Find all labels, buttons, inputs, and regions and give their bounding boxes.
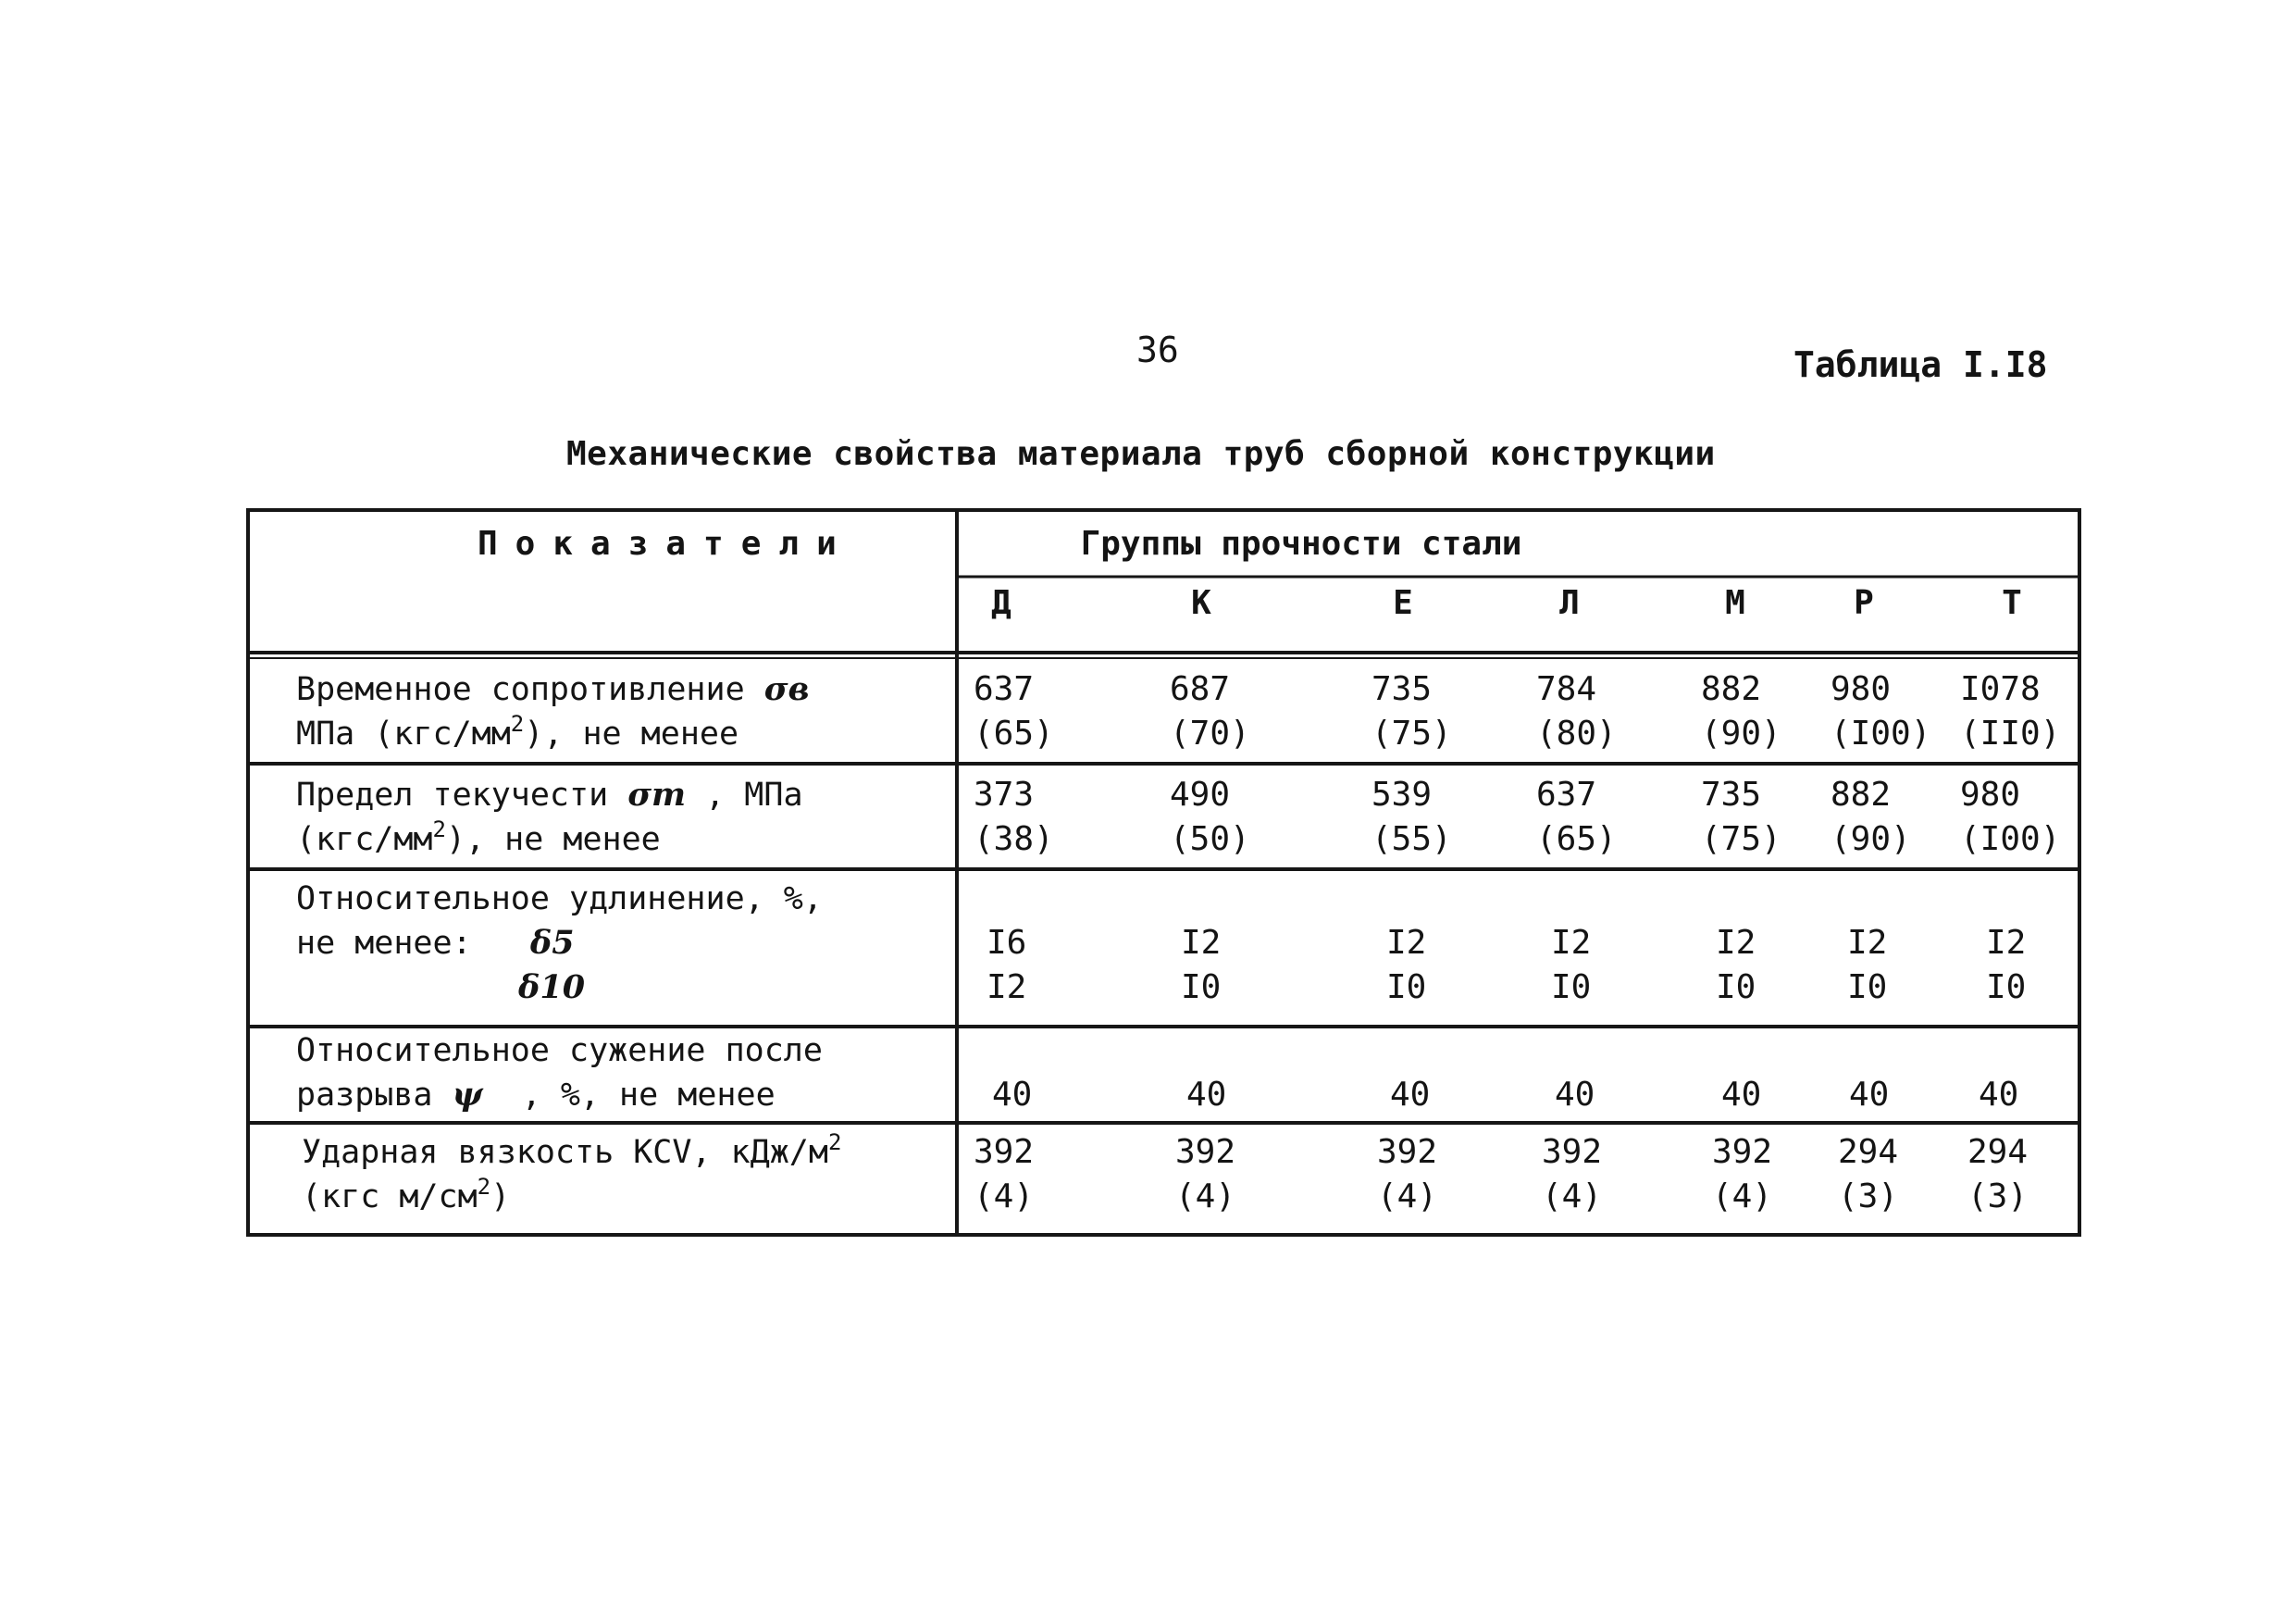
table-cell: I2 I0 — [1716, 924, 1756, 1006]
table-cell: 40 — [992, 1076, 1033, 1114]
table-label: Таблица I.I8 — [1793, 344, 2048, 385]
column-header-m: М — [1725, 584, 1745, 622]
superscript: 2 — [510, 711, 525, 737]
table-grid-lines — [246, 508, 2081, 1237]
column-header-r: Р — [1854, 584, 1874, 622]
table-cell: I078 (II0) — [1960, 670, 2061, 753]
table-cell: 40 — [1979, 1076, 2019, 1114]
row-label-impact-toughness — [302, 1130, 841, 1219]
table-cell: I2 I0 — [1181, 924, 1222, 1006]
table-cell: I2 I0 — [1847, 924, 1888, 1006]
delta-5-symbol: δ5 — [529, 924, 575, 962]
table-cell: 40 — [1849, 1076, 1890, 1114]
superscript: 2 — [477, 1174, 491, 1200]
row-label-line: Временное сопротивление — [296, 671, 745, 708]
table-cell: 490 (50) — [1170, 776, 1250, 858]
table-cell: 980 (I00) — [1831, 670, 1931, 753]
row-label-line: Ударная вязкость KCV, кДж/м — [302, 1134, 828, 1171]
table-cell: 392 (4) — [1377, 1133, 1438, 1215]
table-cell: 882 (90) — [1831, 776, 1911, 858]
table-cell: 637 (65) — [1536, 776, 1617, 858]
table-cell: I2 I0 — [1986, 924, 2027, 1006]
header-strength-groups: Группы прочности стали — [1080, 525, 1522, 563]
table-title: Механические свойства материала труб сборной конструкции — [566, 435, 1716, 473]
column-header-e: Е — [1393, 584, 1413, 622]
row-label-line: (кгс м/см — [302, 1178, 478, 1215]
column-header-k: К — [1191, 584, 1211, 622]
row-label-line: ) — [490, 1178, 511, 1215]
column-header-t: Т — [2002, 584, 2022, 622]
table-cell: 392 (4) — [974, 1133, 1035, 1215]
table-cell: I2 I0 — [1551, 924, 1592, 1006]
table-cell: 637 (65) — [974, 670, 1054, 753]
superscript: 2 — [432, 816, 446, 842]
row-label-yield-strength — [296, 773, 803, 862]
table-cell: 294 (3) — [1967, 1133, 2029, 1215]
table-cell: 539 (55) — [1371, 776, 1452, 858]
row-label-line: разрыва — [296, 1077, 433, 1114]
table-cell: 392 (4) — [1712, 1133, 1773, 1215]
superscript: 2 — [827, 1129, 842, 1155]
table-cell: 735 (75) — [1701, 776, 1781, 858]
row-label-tensile-strength — [296, 667, 810, 756]
table-cell: 373 (38) — [974, 776, 1054, 858]
row-label-line: , МПа — [705, 777, 803, 814]
table-cell: 40 — [1555, 1076, 1595, 1114]
table-cell: 40 — [1390, 1076, 1431, 1114]
row-label-line: (кгс/мм — [296, 821, 433, 858]
row-label-elongation — [296, 877, 823, 1010]
header-indicators: Показатели — [478, 525, 854, 563]
row-label-line: Относительное удлинение, %, — [296, 880, 823, 917]
table-cell: 294 (3) — [1838, 1133, 1899, 1215]
column-header-d: Д — [991, 584, 1011, 622]
row-label-line: , %, не менее — [521, 1077, 776, 1114]
row-label-line: не менее: — [296, 925, 472, 962]
table-cell: 40 — [1186, 1076, 1227, 1114]
page-number: 36 — [1136, 330, 1179, 370]
row-label-line: Предел текучести — [296, 777, 609, 814]
row-label-line: ), не менее — [524, 716, 739, 753]
row-label-line: ), не менее — [445, 821, 661, 858]
table-cell: 980 (I00) — [1960, 776, 2061, 858]
psi-symbol: ψ — [452, 1076, 483, 1114]
row-label-reduction — [296, 1028, 823, 1117]
table-cell: 882 (90) — [1701, 670, 1781, 753]
table-cell: 40 — [1721, 1076, 1762, 1114]
row-label-line: МПа (кгс/мм — [296, 716, 511, 753]
table-cell: I6 I2 — [987, 924, 1027, 1006]
sigma-t-symbol: σт — [627, 776, 687, 814]
delta-10-symbol: δ10 — [518, 968, 586, 1006]
table-cell: I2 I0 — [1386, 924, 1427, 1006]
table-cell: 392 (4) — [1175, 1133, 1236, 1215]
table-cell: 784 (80) — [1536, 670, 1617, 753]
column-header-l: Л — [1559, 584, 1580, 622]
sigma-b-symbol: σв — [763, 670, 810, 708]
row-label-line: Относительное сужение после — [296, 1032, 823, 1069]
table-cell: 687 (70) — [1170, 670, 1250, 753]
table-cell: 735 (75) — [1371, 670, 1452, 753]
table-cell: 392 (4) — [1542, 1133, 1603, 1215]
properties-table — [246, 508, 2081, 1237]
